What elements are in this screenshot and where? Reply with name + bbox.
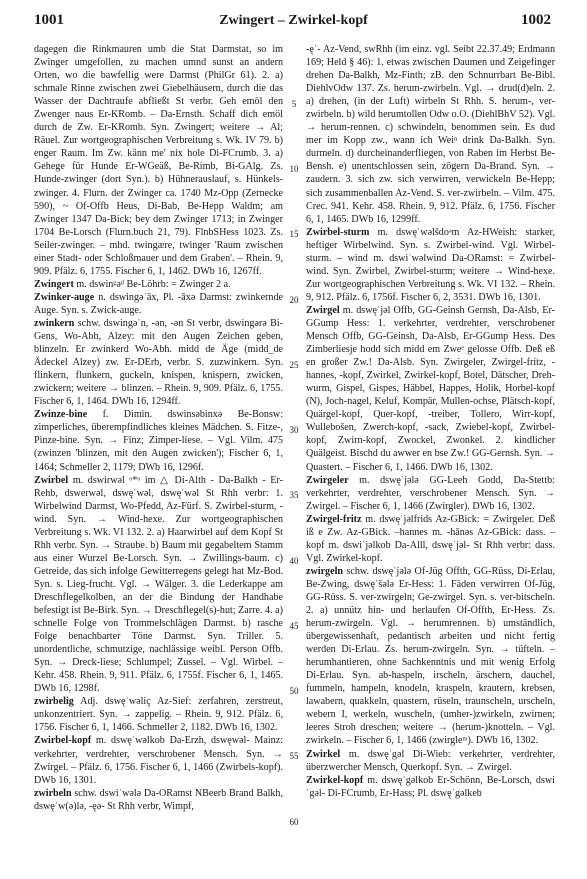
headword: Zwinze-bine [34, 409, 88, 421]
dictionary-entry [34, 474, 283, 696]
line-number: 10 [289, 164, 299, 174]
entry-text: m. dswęˈjəl Offb, GG-Geinsh Gernsh, Da-Alsb, Er-GGump Hess: 1. verkehrter, verdrehter, verschrobener Mensch Offb, GG-Geinsh, Da-Alsb, Er-GGump Hess. Des Zimberliesje hodd sich midd em Zweᵉ gelosse Offb. Deß eß en großer Zw.! Da-Alsb. Syn. Zwirgeler, Zwirgel-fritz, -hannes, -kopf, Zwirkel, Zwirkel-kopf, Botel, Dätscher, Dreh-wurm, Gispel, Gispes, Häbbel, Happes, Holik, Horbel-kopf (N), Joch-nagel, Keluf, Kompär, Mullen-ochse, Plätsch-kopf, Quärgel-kopf, Quer-kopf, -treiber, Tollero, Wirr-kopf, Wullebošen, Zwerch-kopf, -sack, Zwiebel-kopf, Zwirbel-kopf, Zwirn-kopf, Zwockel, Zwonkel. 2. kindlicher Quälgeist. Bischd du awwer en bse Zw.! GG-Gernsh. Syn. → Quastert. – Fischer 6, 1, 1466. DWb 16, 1302. [306, 304, 555, 473]
headword: zwirbelig [34, 696, 74, 708]
dictionary-entry [34, 317, 283, 408]
entry-text: schw. dswingəˈn, -ən, -ən St verbr, dswingərə Bi-Gens, Wo-Abh, Alzey: mit den Augen Zeichen geben, blinzeln. Er zwinkerd Wo-Abh. midd de Äge (midd_de Ädeckel Alzey) zw. Er-DErb, verbr. S. zuzwinkern. Syn. flinkern, flunkern, guckeln, knispen, knispern, zwicken, zwickern; weitere → blinzen. – Rhein. 9, 909. Pfälz. 6, 1755. Fischer 6, 1, 1464. DWb 16, 1294ff. [34, 317, 283, 408]
page-number-left: 1001 [34, 12, 64, 28]
line-number: 50 [289, 686, 299, 696]
dictionary-entry [34, 695, 283, 734]
right-column [306, 43, 555, 800]
line-number: 55 [289, 751, 299, 761]
dictionary-entry [306, 748, 555, 774]
headword: zwirbeln [34, 787, 72, 799]
dictionary-entry [34, 291, 283, 317]
dictionary-entry [34, 787, 283, 813]
headword: Zwirkel-kopf [306, 774, 364, 786]
line-number: 25 [289, 360, 299, 370]
entry-text: Adj. dswęˈwəliç Az-Sief: zerfahren, zerstreut, unkonzentriert. Syn. → zappelig. – Rhein. 9, 912. Pfälz. 6, 1756. Fischer 6, 1, 1466. Schmeller 2, 1182. DWb 16, 1302. [34, 696, 283, 734]
line-number: 35 [289, 490, 299, 500]
line-number: 60 [289, 817, 299, 827]
dictionary-entry [34, 278, 283, 291]
entry-text: schw. dswęˈjələ Of-Jüg Offth, GG-Rüss, Di-Erlau, Be-Zwing, dswęˈšələ Er-Hess: 1. Fäden verwirren Of-Jüg, GG-Rüss. S. ver-zwirgeln; Ge-zwirgel. Syn. s. ver-bitscheln. 2. a) unnütz hin- und herlaufen Of-Offth, Er-Hess. Zs. herum-zwirgeln. Vgl. → herumrennen. b) umständlich, übergewissenhaft, pedantisch arbeiten und nicht fertig werden Di-Erlau. Zs. herum-zwirgeln. Syn. → tüfteln. – herumhantieren, ohne Sachkenntnis und mit wenig Erfolg Di-Erlau. Syn. ab-haspeln, irscheln, ärschern, dauchel, fummeln, hampeln, knodeln, kraspeln, krautern, krebsen, lawabern, quakkeln, quastern, rüseln, traunscheln, urscheln, webern I, werkeln, wuscheln, (umher-)zwirkeln, zwirnen; leeres Stroh dreschen; weitere → (herum-)knotteln. – Vgl. zwirkeln. – Fischer 6, 1, 1466 (zwirgleᵐ). DWb 16, 1302. [306, 565, 555, 747]
entry-text: -ęˈ- Az-Vend, swRhh (im einz. vgl. Seibt 22.37.49; Erdmann 169; Held § 46): 1. etwas zwischen Daumen und Zeigefinger drehen Da-Balkh, Mz-Finth; zB. den Schnurrbart Be-Bibl. DiehlvOdw 137. Zs. herum-zwirbeln. Vgl. → drud(d)eln. 2. a) drehen, (in der Luft) wirbeln St Rhh. S. herum-, ver-zwirbeln. b) wild herumtollen Odw o.O. (DiehlBhV 52). Vgl. → herum-rennen. c) schwindeln, benommen sein. Es dud mer im Kopp zw., wann ich Weiⁿ drink Da-Balkh. Syn. durmeln. d) durcheinanderfliegen, von Raben im Herbst Be-Bensh. e) unentschlossen sein, zögern Da-Brand. Syn. → zaudern. 3. sich zw. sich verwirren, verwickeln Be-Hepp; sich zusammenballen Az-Vend. S. ver-zwirbeln. – Vilm. 475. Crec. 941. Kehr. 458. Rhein. 9, 912. Pfälz. 6, 1756. Fischer 6, 1, 1465. DWb 16, 1299ff. [306, 44, 555, 225]
entry-text: m. dswęˈjələ GG-Leeh Godd, Da-Stettb: verkehrter, verdrehter, verschrobener Mensch. Syn. → Zwirgel. – Fischer 6, 1, 1466 (Zwirgler). DWb 16, 1302. [306, 474, 555, 512]
dictionary-entry [306, 304, 555, 474]
left-column [34, 43, 283, 813]
dictionary-entry [306, 513, 555, 565]
dictionary-entry [34, 734, 283, 786]
line-number: 20 [289, 295, 299, 305]
headword: Zwirbel-kopf [34, 735, 92, 747]
line-number: 45 [289, 621, 299, 631]
entry-text: m. dswęˈjəlfrids Az-GBick: = Zwirgeler. Deß iß e Zw. Az-GBick. –hannes m. -hānəs Az-GBick: dass. –kopf m. dswiˈjəlkob Da-Alll, dswęˈjəl- St Rhh verbr: dass. Vgl. Zwirkel-kopf. [306, 513, 555, 564]
dictionary-entry [306, 565, 555, 748]
headword: Zwirgeler [306, 474, 349, 486]
headword: Zwirgel-fritz [306, 513, 362, 525]
headword: Zwirkel [306, 748, 341, 760]
dictionary-entry [306, 43, 555, 226]
headword: zwinkern [34, 317, 75, 329]
headword: Zwinker-auge [34, 291, 95, 303]
dictionary-entry [306, 774, 555, 800]
dictionary-entry [306, 226, 555, 304]
entry-text: dagegen die Rinkmauren umb die Stat Darmstat, so im Zwinger umgefollen, zu machen umnd sunst an andern Orten, wo die bawfellig were Darmst (PhilGr 61). 2. a) schmale Rinne zwischen zwei Giebelhäusern, durch die das Wasser der Dachtraufe abfließt St verbr. Geh emöl den Zwenger naus Er-KRomb. – Da-Ernsth. Schaff dich emöl durch de Zw. Er-KRomb. Syn. Zwingert; weitere → Al; Räuel. Zur wortgeographischen Verbreitung s. Wk. IV 79. b) enger Raum. Im Zw. känn me' nix hole Di-FCrumb. 3. a) Gehege für Hunde Er-WGeäß, Be-Rimb, Bi-GAlg. Zs. Hunde-zwinger (dort Syn.). b) Hühnerauslauf, s. Hünkels-zwinger. 4. Flurn. der Zwinger ca. 1740 Mz-Opp (Zernecke 590), ~ Of-Offb Heus, Di-Bab, Be-Hepp Waldm; am Zwinger 1347 Da-Bick; bey dem Zwinger 1713; in Zwinger 1704 Be-Lorsch (Flurn.buch 21, 79). FlnbSHess 1023. Zs. Seiler-zwinger. – mhd. twingære, twinger 'Raum zwischen einer Stadt- oder Schloßmauer und dem Graben'. – Rhein. 9, 909. Pfälz. 6, 1755. Fischer 6, 1, 1462. DWb 16, 1267ff. [34, 44, 283, 277]
running-title: Zwingert – Zwirkel-kopf [219, 13, 368, 28]
entry-text: m. dswęˈwəlkob Da-Erzh, dswęwəl- Mainz: verkehrter, verdrehter, verschrobener Mensch. Syn. → Zwirgel. – Pfälz. 6, 1756. Fischer 6, 1, 1466 (Zwirbels-kopf). DWb 16, 1301. [34, 735, 283, 786]
line-number: 5 [291, 99, 297, 109]
dictionary-entry [34, 43, 283, 278]
line-number-gutter [286, 43, 302, 827]
headword: zwirgeln [306, 565, 343, 577]
entry-text: m. dswęˈgəl Di-Wieb: verkehrter, verdrehter, überzwercher Mensch, Querkopf. Syn. → Zwirgel. [306, 748, 555, 773]
line-number: 40 [289, 556, 299, 566]
entry-text: schw. dswiˈwələ Da-ORamst NBeerb Brand Balkh, dswęˈw(ə)lə, -ęə- St Rhh verbr, Wimpf, [34, 787, 283, 812]
headword: Zwirbel-sturm [306, 226, 370, 238]
entry-text: m. dswęˈwəlšdoᵊm Az-HWeish: starker, heftiger Wirbelwind. Syn. s. Zwirbel-wind. Vgl. Wirbel-sturm. – wind m. dswiˈwəlwind Da-ORamst: = Zwirbel-wind. Syn. Zwirbel, Zwirbel-sturm; weitere → Wind-hexe. Zur wortgeographischen Verbreitung s. Wk. VI 132. – Rhein. 9, 912. Pfälz. 6, 1756f. Fischer 6, 2, 3531. DWb 16, 1301. [306, 226, 555, 303]
page-number-right: 1002 [521, 12, 551, 28]
entry-text: f. Dimin. dswinsəbinxə Be-Bonsw: zimperliches, überempfindliches kleines Mädchen. S. Fitze-, Pinze-bine. Syn. → Finz; Zimper-liese. – Vgl. Vilm. 475 (zwinzen 'blinzen, mit den Augen zwicken'); Fischer 6, 1, 1464; Schmeller 2, 1179; DWb 16, 1296f. [34, 409, 283, 473]
entry-text: m. dswinᵍəᵈ Be-Löhrb: = Zwinger 2 a. [73, 278, 231, 290]
page-header [0, 0, 587, 40]
line-number: 30 [289, 425, 299, 435]
headword: Zwirgel [306, 304, 340, 316]
dictionary-entry [34, 408, 283, 473]
entry-text: m. dswęˈgəlkob Er-Schönn, Be-Lorsch, dswiˈgəl- Di-FCrumb, Er-Hass; Pl. dswęˈgəlkeb [306, 774, 555, 799]
dictionary-entry [306, 474, 555, 513]
line-number: 15 [289, 229, 299, 239]
entry-text: n. dswingəˈāx, Pl. -āxə Darmst: zwinkernde Auge. Syn. s. Zwick-auge. [34, 291, 283, 316]
headword: Zwingert [34, 278, 74, 290]
headword: Zwirbel [34, 474, 69, 486]
entry-text: m. dswirwəl ᵒ*ᵒ im △ Di-Alth - Da-Balkh - Er-Rehb, dswerwəl, dswęˈwəl, dswęˈwəl St Rhh verbr: 1. Wirbelwind Darmst, Wo-Pfedd, Az-Fürf. S. Zwirbel-sturm, -wind. Syn. → Wind-hexe. Zur wortgeographischen Verbreitung s. Wk. VI 132. 2. a) Haarwirbel auf dem Kopf St Rhh verbr. Syn. → Straube. b) Baum mit gegabeltem Stamm aus einer Wurzel Be-Lorsch. Syn. → Zwillings-baum. c) Getreide, das sich infolge Gewitterregens gelegt hat Mz-Bod. Syn. s. Lieg-frucht. Vgl. → Wälger. 3. die Lederkappe am Dreschflegelkolben, an der die Bindung der Handhabe befestigt ist Be-Birk. Syn. → Dreschflegel(s)-hut; Zarre. 4. a) schnelle Folge von Trommelschlägen Darmst. b) rasche Folge benachbarter Töne Darmst. Syn. Triller. 5. unordentliche, schmutzige, nachlässige weibl. Person Offb. Syn. → Dreck-liese; Schlumpel; Zussel. – Vgl. Wirbel. – Kehr. 458. Rhein. 9, 911. Pfälz. 6, 1755f. Fischer 6, 1, 1465. DWb 16, 1298f. [34, 474, 283, 695]
